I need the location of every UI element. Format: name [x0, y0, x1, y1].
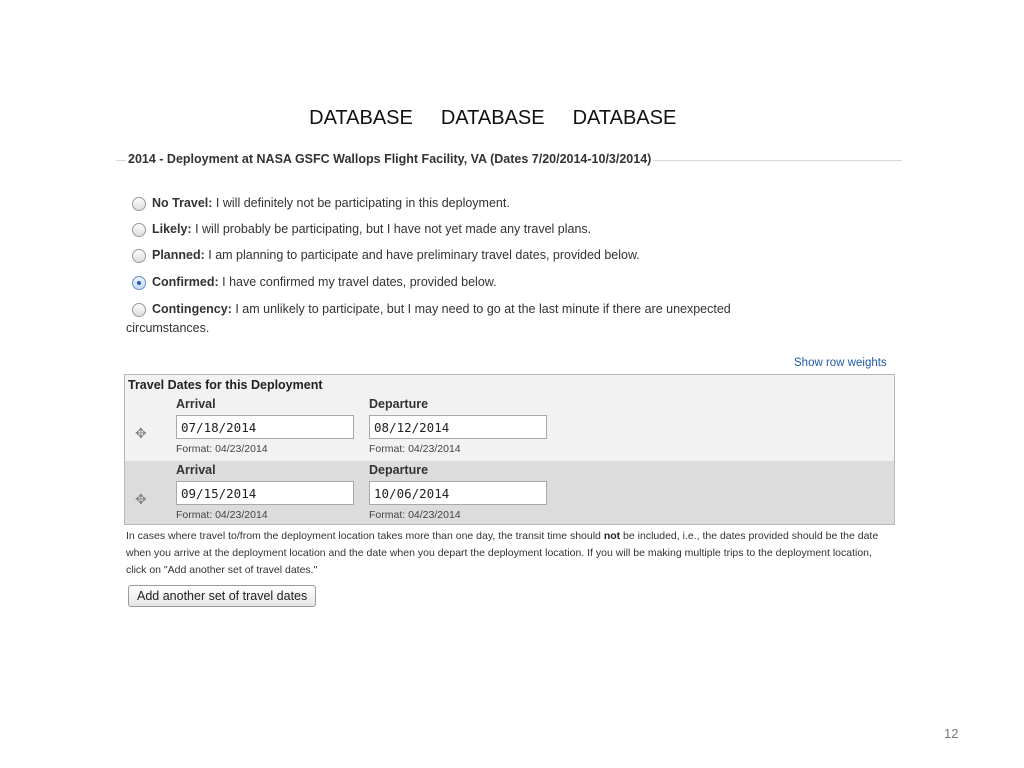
travel-help-text [126, 528, 886, 579]
slide-title-word: DATABASE [572, 107, 677, 129]
arrival-date-input[interactable]: 09/15/2014 [176, 481, 354, 505]
radio-button-checked[interactable] [132, 276, 146, 290]
option-text: I am unlikely to participate, but I may need to go at the last minute if there are unexpected [231, 302, 731, 316]
option-label: Likely: [152, 222, 192, 236]
drag-handle-icon[interactable]: ✥ [135, 425, 147, 441]
arrival-column [176, 463, 354, 521]
deployment-legend: 2014 - Deployment at NASA GSFC Wallops Flight Facility, VA (Dates 7/20/2014-10/3/2014) [128, 152, 652, 166]
add-travel-dates-button[interactable]: Add another set of travel dates [128, 585, 316, 607]
page-number: 12 [944, 726, 959, 741]
option-text: I am planning to participate and have preliminary travel dates, provided below. [204, 248, 640, 262]
travel-dates-table [124, 374, 895, 525]
table-row [125, 395, 894, 461]
help-text-emphasis: not [603, 530, 621, 542]
radio-button[interactable] [132, 223, 146, 237]
departure-label: Departure [369, 397, 429, 411]
option-text: I have confirmed my travel dates, provided below. [218, 275, 497, 289]
arrival-label: Arrival [176, 397, 216, 411]
help-text-part: In cases where travel to/from the deployment location takes more than one day, the transit time should [126, 530, 604, 542]
table-header: Travel Dates for this Deployment [128, 378, 323, 392]
radio-option-planned[interactable] [132, 247, 640, 263]
radio-option-likely[interactable] [132, 221, 591, 237]
arrival-date-input[interactable]: 07/18/2014 [176, 415, 354, 439]
option-text: I will definitely not be participating in this deployment. [212, 196, 510, 210]
arrival-column [176, 397, 354, 455]
table-row [125, 461, 894, 524]
radio-button[interactable] [132, 249, 146, 263]
departure-date-input[interactable]: 10/06/2014 [369, 481, 547, 505]
slide-title-word: DATABASE [309, 107, 413, 129]
date-format-hint: Format: 04/23/2014 [176, 509, 268, 521]
arrival-label: Arrival [176, 463, 216, 477]
date-format-hint: Format: 04/23/2014 [176, 443, 268, 455]
option-label: Contingency: [152, 302, 232, 316]
option-label: No Travel: [152, 196, 213, 210]
slide-title-word: DATABASE [440, 107, 545, 129]
contingency-text-continued: circumstances. [126, 321, 210, 335]
date-format-hint: Format: 04/23/2014 [369, 443, 461, 455]
radio-option-no-travel[interactable] [132, 195, 510, 211]
slide-title [298, 84, 676, 130]
help-text-part: be included, i.e., the dates provided should be the date when you arrive at the deployment location and the date when you depart the deployment location. If you will be making multiple trips to the deployment location, click on "Add another set of travel dates." [126, 530, 879, 576]
departure-date-input[interactable]: 08/12/2014 [369, 415, 547, 439]
radio-option-confirmed[interactable] [132, 274, 497, 290]
date-format-hint: Format: 04/23/2014 [369, 509, 461, 521]
departure-label: Departure [369, 463, 429, 477]
radio-option-contingency[interactable] [132, 301, 731, 317]
departure-column [369, 397, 547, 455]
radio-button[interactable] [132, 197, 146, 211]
departure-column [369, 463, 547, 521]
option-text: I will probably be participating, but I have not yet made any travel plans. [191, 222, 592, 236]
option-label: Planned: [152, 248, 205, 262]
radio-button[interactable] [132, 303, 146, 317]
show-row-weights-link[interactable]: Show row weights [794, 357, 887, 369]
drag-handle-icon[interactable]: ✥ [135, 491, 147, 507]
option-label: Confirmed: [152, 275, 219, 289]
